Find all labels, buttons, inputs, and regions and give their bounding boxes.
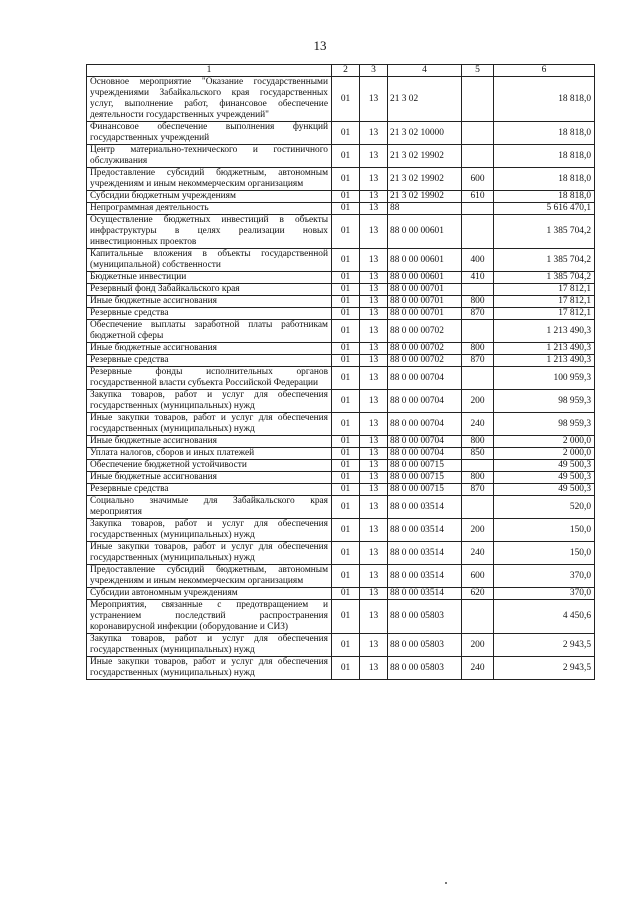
table-row xyxy=(87,343,595,355)
subsection-code: 13 xyxy=(360,355,388,367)
target-article-code: 88 0 00 05803 xyxy=(388,634,462,657)
column-number: 2 xyxy=(332,65,360,77)
target-article-code: 88 0 00 00701 xyxy=(388,308,462,320)
budget-item-name: Уплата налогов, сборов и иных платежей xyxy=(87,448,332,460)
subsection-code: 13 xyxy=(360,472,388,484)
amount: 18 818,0 xyxy=(494,145,595,168)
table-row xyxy=(87,484,595,496)
budget-item-name: Субсидии бюджетным учреждениям xyxy=(87,191,332,203)
expense-type-code: 870 xyxy=(462,355,494,367)
target-article-code: 88 0 00 00704 xyxy=(388,413,462,436)
amount: 5 616 470,1 xyxy=(494,203,595,215)
table-row xyxy=(87,355,595,367)
table-row xyxy=(87,436,595,448)
amount: 1 213 490,3 xyxy=(494,343,595,355)
section-code: 01 xyxy=(332,168,360,191)
section-code: 01 xyxy=(332,191,360,203)
expense-type-code: 240 xyxy=(462,542,494,565)
expense-type-code: 620 xyxy=(462,588,494,600)
subsection-code: 13 xyxy=(360,565,388,588)
table-row xyxy=(87,634,595,657)
budget-item-name: Иные бюджетные ассигнования xyxy=(87,296,332,308)
target-article-code: 88 0 00 03514 xyxy=(388,588,462,600)
column-number: 4 xyxy=(388,65,462,77)
table-row xyxy=(87,542,595,565)
table-row xyxy=(87,191,595,203)
table-row xyxy=(87,413,595,436)
section-code: 01 xyxy=(332,203,360,215)
budget-item-name: Иные закупки товаров, работ и услуг для обеспечения государственных (муниципальных) нужд xyxy=(87,542,332,565)
expense-type-code xyxy=(462,77,494,122)
amount: 98 959,3 xyxy=(494,390,595,413)
section-code: 01 xyxy=(332,215,360,249)
budget-item-name: Закупка товаров, работ и услуг для обеспечения государственных (муниципальных) нужд xyxy=(87,390,332,413)
expense-type-code: 200 xyxy=(462,390,494,413)
budget-item-name: Капитальные вложения в объекты государственной (муниципальной) собственности xyxy=(87,249,332,272)
subsection-code: 13 xyxy=(360,367,388,390)
expense-type-code: 200 xyxy=(462,519,494,542)
subsection-code: 13 xyxy=(360,448,388,460)
column-number: 6 xyxy=(494,65,595,77)
amount: 18 818,0 xyxy=(494,191,595,203)
amount: 18 818,0 xyxy=(494,168,595,191)
section-code: 01 xyxy=(332,122,360,145)
section-code: 01 xyxy=(332,343,360,355)
subsection-code: 13 xyxy=(360,308,388,320)
budget-item-name: Предоставление субсидий бюджетным, автономным учреждениям и иным некоммерческим организациям xyxy=(87,168,332,191)
expense-type-code xyxy=(462,145,494,168)
subsection-code: 13 xyxy=(360,284,388,296)
target-article-code: 88 0 00 00704 xyxy=(388,367,462,390)
amount: 18 818,0 xyxy=(494,122,595,145)
target-article-code: 88 0 00 00715 xyxy=(388,472,462,484)
section-code: 01 xyxy=(332,296,360,308)
amount: 17 812,1 xyxy=(494,284,595,296)
amount: 150,0 xyxy=(494,519,595,542)
target-article-code: 88 0 00 03514 xyxy=(388,496,462,519)
expense-type-code: 800 xyxy=(462,296,494,308)
amount: 1 385 704,2 xyxy=(494,215,595,249)
expense-type-code xyxy=(462,600,494,634)
target-article-code: 88 0 00 05803 xyxy=(388,600,462,634)
expense-type-code xyxy=(462,122,494,145)
expense-type-code: 410 xyxy=(462,272,494,284)
budget-item-name: Резервные средства xyxy=(87,484,332,496)
expense-type-code: 240 xyxy=(462,657,494,680)
target-article-code: 88 0 00 05803 xyxy=(388,657,462,680)
budget-table xyxy=(86,64,595,680)
subsection-code: 13 xyxy=(360,588,388,600)
budget-item-name: Обеспечение бюджетной устойчивости xyxy=(87,460,332,472)
target-article-code: 88 0 00 00601 xyxy=(388,272,462,284)
section-code: 01 xyxy=(332,542,360,565)
target-article-code: 88 0 00 00704 xyxy=(388,436,462,448)
target-article-code: 88 0 00 03514 xyxy=(388,565,462,588)
section-code: 01 xyxy=(332,367,360,390)
amount: 49 500,3 xyxy=(494,484,595,496)
target-article-code: 21 3 02 xyxy=(388,77,462,122)
amount: 2 000,0 xyxy=(494,448,595,460)
subsection-code: 13 xyxy=(360,390,388,413)
budget-item-name: Обеспечение выплаты заработной платы работникам бюджетной сферы xyxy=(87,320,332,343)
subsection-code: 13 xyxy=(360,191,388,203)
amount: 1 385 704,2 xyxy=(494,272,595,284)
section-code: 01 xyxy=(332,145,360,168)
target-article-code: 88 0 00 03514 xyxy=(388,542,462,565)
budget-item-name: Осуществление бюджетных инвестиций в объекты инфраструктуры в целях реализации новых инвестиционных проектов xyxy=(87,215,332,249)
table-row xyxy=(87,249,595,272)
subsection-code: 13 xyxy=(360,168,388,191)
amount: 17 812,1 xyxy=(494,308,595,320)
table-row xyxy=(87,600,595,634)
section-code: 01 xyxy=(332,284,360,296)
section-code: 01 xyxy=(332,600,360,634)
table-row xyxy=(87,588,595,600)
table-row xyxy=(87,496,595,519)
section-code: 01 xyxy=(332,634,360,657)
page-number: 13 xyxy=(313,38,327,53)
table-row xyxy=(87,390,595,413)
subsection-code: 13 xyxy=(360,145,388,168)
table-row xyxy=(87,367,595,390)
expense-type-code: 870 xyxy=(462,308,494,320)
section-code: 01 xyxy=(332,249,360,272)
section-code: 01 xyxy=(332,413,360,436)
expense-type-code: 610 xyxy=(462,191,494,203)
budget-item-name: Резервные средства xyxy=(87,355,332,367)
section-code: 01 xyxy=(332,390,360,413)
target-article-code: 88 0 00 03514 xyxy=(388,519,462,542)
amount: 4 450,6 xyxy=(494,600,595,634)
amount: 2 943,5 xyxy=(494,634,595,657)
budget-item-name: Субсидии автономным учреждениям xyxy=(87,588,332,600)
budget-item-name: Резервные средства xyxy=(87,308,332,320)
target-article-code: 21 3 02 19902 xyxy=(388,168,462,191)
amount: 1 213 490,3 xyxy=(494,320,595,343)
expense-type-code: 240 xyxy=(462,413,494,436)
expense-type-code xyxy=(462,367,494,390)
subsection-code: 13 xyxy=(360,203,388,215)
table-row xyxy=(87,296,595,308)
target-article-code: 21 3 02 19902 xyxy=(388,191,462,203)
target-article-code: 88 0 00 00601 xyxy=(388,215,462,249)
subsection-code: 13 xyxy=(360,249,388,272)
expense-type-code xyxy=(462,320,494,343)
budget-item-name: Резервный фонд Забайкальского края xyxy=(87,284,332,296)
table-row xyxy=(87,460,595,472)
target-article-code: 88 0 00 00715 xyxy=(388,460,462,472)
table-row xyxy=(87,272,595,284)
target-article-code: 21 3 02 10000 xyxy=(388,122,462,145)
table-row xyxy=(87,168,595,191)
subsection-code: 13 xyxy=(360,600,388,634)
section-code: 01 xyxy=(332,519,360,542)
table-row xyxy=(87,122,595,145)
expense-type-code: 200 xyxy=(462,634,494,657)
expense-type-code: 600 xyxy=(462,168,494,191)
amount: 49 500,3 xyxy=(494,460,595,472)
table-row xyxy=(87,519,595,542)
subsection-code: 13 xyxy=(360,634,388,657)
expense-type-code: 600 xyxy=(462,565,494,588)
budget-item-name: Иные бюджетные ассигнования xyxy=(87,343,332,355)
budget-item-name: Финансовое обеспечение выполнения функций государственных учреждений xyxy=(87,122,332,145)
column-number: 3 xyxy=(360,65,388,77)
section-code: 01 xyxy=(332,657,360,680)
amount: 370,0 xyxy=(494,588,595,600)
budget-item-name: Резервные фонды исполнительных органов государственной власти субъекта Российской Федерации xyxy=(87,367,332,390)
section-code: 01 xyxy=(332,484,360,496)
expense-type-code: 800 xyxy=(462,436,494,448)
subsection-code: 13 xyxy=(360,460,388,472)
table-row xyxy=(87,203,595,215)
budget-item-name: Предоставление субсидий бюджетным, автономным учреждениям и иным некоммерческим организациям xyxy=(87,565,332,588)
target-article-code: 88 0 00 00702 xyxy=(388,320,462,343)
section-code: 01 xyxy=(332,496,360,519)
budget-item-name: Иные бюджетные ассигнования xyxy=(87,436,332,448)
subsection-code: 13 xyxy=(360,296,388,308)
expense-type-code xyxy=(462,284,494,296)
expense-type-code: 800 xyxy=(462,343,494,355)
column-number: 1 xyxy=(87,65,332,77)
amount: 98 959,3 xyxy=(494,413,595,436)
section-code: 01 xyxy=(332,436,360,448)
subsection-code: 13 xyxy=(360,343,388,355)
section-code: 01 xyxy=(332,472,360,484)
target-article-code: 88 0 00 00704 xyxy=(388,448,462,460)
budget-item-name: Иные закупки товаров, работ и услуг для обеспечения государственных (муниципальных) нужд xyxy=(87,657,332,680)
target-article-code: 88 0 00 00704 xyxy=(388,390,462,413)
table-row xyxy=(87,565,595,588)
amount: 150,0 xyxy=(494,542,595,565)
budget-item-name: Непрограммная деятельность xyxy=(87,203,332,215)
section-code: 01 xyxy=(332,272,360,284)
subsection-code: 13 xyxy=(360,484,388,496)
table-row xyxy=(87,145,595,168)
amount: 1 213 490,3 xyxy=(494,355,595,367)
subsection-code: 13 xyxy=(360,519,388,542)
section-code: 01 xyxy=(332,355,360,367)
table-row xyxy=(87,77,595,122)
table-row xyxy=(87,320,595,343)
subsection-code: 13 xyxy=(360,413,388,436)
section-code: 01 xyxy=(332,460,360,472)
target-article-code: 88 0 00 00601 xyxy=(388,249,462,272)
subsection-code: 13 xyxy=(360,215,388,249)
section-code: 01 xyxy=(332,320,360,343)
budget-item-name: Закупка товаров, работ и услуг для обеспечения государственных (муниципальных) нужд xyxy=(87,519,332,542)
target-article-code: 88 0 00 00702 xyxy=(388,355,462,367)
subsection-code: 13 xyxy=(360,122,388,145)
subsection-code: 13 xyxy=(360,657,388,680)
expense-type-code xyxy=(462,215,494,249)
expense-type-code xyxy=(462,496,494,519)
subsection-code: 13 xyxy=(360,320,388,343)
amount: 2 943,5 xyxy=(494,657,595,680)
amount: 100 959,3 xyxy=(494,367,595,390)
budget-table-body xyxy=(87,65,595,680)
budget-item-name: Центр материально-технического и гостиничного обслуживания xyxy=(87,145,332,168)
section-code: 01 xyxy=(332,588,360,600)
section-code: 01 xyxy=(332,565,360,588)
column-number-row xyxy=(87,65,595,77)
table-row xyxy=(87,657,595,680)
subsection-code: 13 xyxy=(360,542,388,565)
subsection-code: 13 xyxy=(360,496,388,519)
table-row xyxy=(87,215,595,249)
expense-type-code xyxy=(462,203,494,215)
table-row xyxy=(87,448,595,460)
target-article-code: 21 3 02 19902 xyxy=(388,145,462,168)
table-row xyxy=(87,308,595,320)
budget-item-name: Иные бюджетные ассигнования xyxy=(87,472,332,484)
expense-type-code: 870 xyxy=(462,484,494,496)
expense-type-code: 800 xyxy=(462,472,494,484)
column-number: 5 xyxy=(462,65,494,77)
subsection-code: 13 xyxy=(360,272,388,284)
amount: 520,0 xyxy=(494,496,595,519)
budget-item-name: Закупка товаров, работ и услуг для обеспечения государственных (муниципальных) нужд xyxy=(87,634,332,657)
section-code: 01 xyxy=(332,77,360,122)
amount: 49 500,3 xyxy=(494,472,595,484)
target-article-code: 88 0 00 00715 xyxy=(388,484,462,496)
section-code: 01 xyxy=(332,308,360,320)
amount: 370,0 xyxy=(494,565,595,588)
table-row xyxy=(87,472,595,484)
subsection-code: 13 xyxy=(360,436,388,448)
target-article-code: 88 xyxy=(388,203,462,215)
section-code: 01 xyxy=(332,448,360,460)
budget-item-name: Иные закупки товаров, работ и услуг для обеспечения государственных (муниципальных) нужд xyxy=(87,413,332,436)
budget-item-name: Социально значимые для Забайкальского края мероприятия xyxy=(87,496,332,519)
expense-type-code: 850 xyxy=(462,448,494,460)
expense-type-code xyxy=(462,460,494,472)
target-article-code: 88 0 00 00701 xyxy=(388,296,462,308)
budget-item-name: Мероприятия, связанные с предотвращением и устранением последствий распространения коронавирусной инфекции (оборудование и СИЗ) xyxy=(87,600,332,634)
scan-speck xyxy=(445,882,447,884)
target-article-code: 88 0 00 00701 xyxy=(388,284,462,296)
amount: 18 818,0 xyxy=(494,77,595,122)
budget-item-name: Основное мероприятие "Оказание государственными учреждениями Забайкальского края государственных услуг, выполнение работ, финансовое обеспечение деятельности государственных учреждений" xyxy=(87,77,332,122)
budget-item-name: Бюджетные инвестиции xyxy=(87,272,332,284)
target-article-code: 88 0 00 00702 xyxy=(388,343,462,355)
amount: 1 385 704,2 xyxy=(494,249,595,272)
amount: 2 000,0 xyxy=(494,436,595,448)
table-row xyxy=(87,284,595,296)
subsection-code: 13 xyxy=(360,77,388,122)
amount: 17 812,1 xyxy=(494,296,595,308)
expense-type-code: 400 xyxy=(462,249,494,272)
